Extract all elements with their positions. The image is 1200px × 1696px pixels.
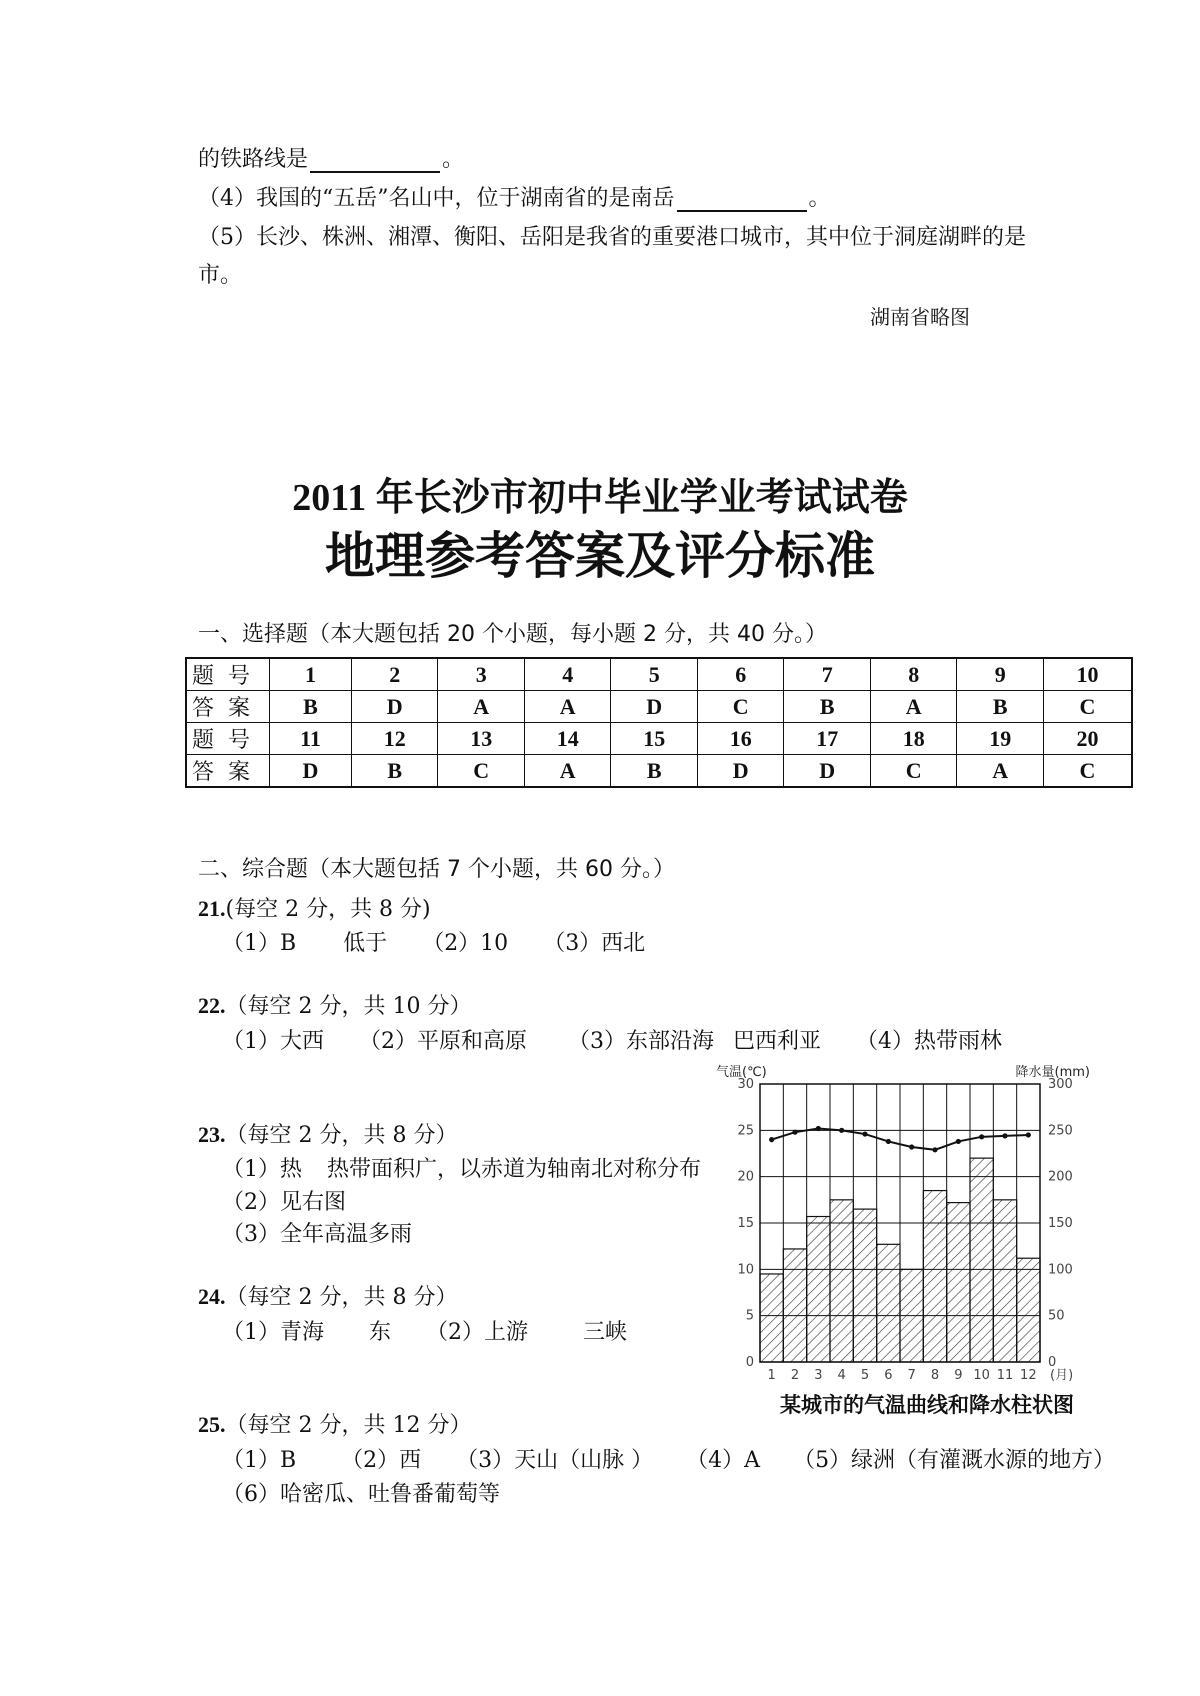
question-number: 10 bbox=[1043, 658, 1132, 691]
x-tick-label: 4 bbox=[837, 1368, 846, 1383]
precipitation-bar bbox=[877, 1244, 900, 1362]
answer-cell: A bbox=[870, 691, 957, 723]
precipitation-bar bbox=[830, 1200, 853, 1362]
table-row bbox=[186, 755, 1132, 788]
question-number: 17 bbox=[784, 723, 871, 755]
precipitation-bar bbox=[947, 1203, 970, 1362]
q22-header: 22.（每空 2 分，共 10 分） bbox=[198, 993, 472, 1019]
q23-answer-1: （1）热 热带面积广，以赤道为轴南北对称分布 bbox=[222, 1157, 702, 1182]
question-number: 4 bbox=[524, 658, 611, 691]
temperature-point bbox=[909, 1144, 914, 1149]
question-number: 15 bbox=[611, 723, 698, 755]
temperature-point bbox=[769, 1137, 774, 1142]
question-number: 14 bbox=[524, 723, 611, 755]
top-line-3: （5）长沙、株洲、湘潭、衡阳、岳阳是我省的重要港口城市，其中位于洞庭湖畔的是 bbox=[198, 225, 1026, 250]
y-tick-label-right: 0 bbox=[1048, 1355, 1057, 1370]
answer-cell: B bbox=[957, 691, 1044, 723]
map-caption: 湖南省略图 bbox=[870, 305, 970, 329]
precipitation-bar bbox=[993, 1200, 1016, 1362]
precipitation-bar bbox=[853, 1209, 876, 1362]
answer-blank bbox=[310, 149, 440, 173]
x-tick-label: 10 bbox=[973, 1368, 990, 1383]
row-label: 答案 bbox=[186, 755, 270, 788]
x-tick-label: 6 bbox=[884, 1368, 893, 1383]
q23-answer-2: （2）见右图 bbox=[222, 1190, 346, 1215]
temperature-point bbox=[932, 1147, 937, 1152]
q21-answers: （1）B 低于 （2）10 （3）西北 bbox=[222, 931, 646, 956]
y-tick-label-right: 200 bbox=[1048, 1169, 1073, 1185]
question-number: 2 bbox=[351, 658, 438, 691]
exam-title: 2011 年长沙市初中毕业学业考试试卷 bbox=[292, 477, 908, 519]
precipitation-bar bbox=[807, 1217, 830, 1362]
precipitation-bar bbox=[923, 1191, 946, 1362]
question-number: 13 bbox=[438, 723, 525, 755]
temperature-point bbox=[1002, 1133, 1007, 1138]
x-tick-label: 9 bbox=[954, 1368, 963, 1383]
question-number: 6 bbox=[697, 658, 784, 691]
y-axis-label-right: 降水量(mm) bbox=[1015, 1065, 1090, 1080]
temperature-point bbox=[839, 1128, 844, 1133]
q22-answers: （1）大西 （2）平原和高原 （3）东部沿海 巴西利亚 （4）热带雨林 bbox=[222, 1029, 1003, 1054]
answer-cell: C bbox=[1043, 691, 1132, 723]
question-number: 5 bbox=[611, 658, 698, 691]
q25-answer-6: （6）哈密瓜、吐鲁番葡萄等 bbox=[222, 1482, 500, 1507]
answer-cell: D bbox=[784, 755, 871, 788]
section2-heading: 二、综合题（本大题包括 7 个小题，共 60 分。） bbox=[198, 857, 675, 882]
table-row bbox=[186, 658, 1132, 691]
answer-cell: D bbox=[611, 691, 698, 723]
temperature-point bbox=[956, 1139, 961, 1144]
q21-header: 21.(每空 2 分，共 8 分) bbox=[198, 896, 431, 922]
q23-answer-3: （3）全年高温多雨 bbox=[222, 1222, 412, 1247]
top-line-1: 的铁路线是 。 bbox=[198, 147, 465, 172]
answer-cell: B bbox=[270, 691, 352, 723]
question-number: 16 bbox=[697, 723, 784, 755]
answer-blank bbox=[677, 188, 807, 212]
x-tick-label: 5 bbox=[860, 1368, 870, 1383]
answer-cell: C bbox=[1043, 755, 1132, 788]
question-number: 1 bbox=[270, 658, 352, 691]
q25-answers: （1）B （2）西 （3）天山（山脉 ） （4）A （5）绿洲（有灌溉水源的地方） bbox=[222, 1448, 1116, 1473]
question-number: 12 bbox=[351, 723, 438, 755]
temperature-point bbox=[792, 1130, 797, 1135]
row-label: 题号 bbox=[186, 658, 270, 691]
answer-cell: B bbox=[784, 691, 871, 723]
y-tick-label-left: 0 bbox=[745, 1355, 754, 1370]
question-number: 9 bbox=[957, 658, 1044, 691]
precipitation-bar bbox=[970, 1158, 993, 1362]
q25-header: 25.（每空 2 分，共 12 分） bbox=[198, 1412, 472, 1438]
precipitation-bar bbox=[760, 1274, 783, 1362]
y-tick-label-right: 300 bbox=[1048, 1077, 1073, 1092]
answer-cell: C bbox=[870, 755, 957, 788]
y-tick-label-right: 100 bbox=[1048, 1262, 1073, 1278]
q24-header: 24.（每空 2 分，共 8 分） bbox=[198, 1284, 458, 1310]
x-tick-label: 1 bbox=[767, 1368, 776, 1383]
precipitation-bar bbox=[1017, 1258, 1040, 1362]
x-tick-label: 2 bbox=[790, 1368, 800, 1383]
answer-cell: A bbox=[438, 691, 525, 723]
y-tick-label-left: 25 bbox=[737, 1123, 754, 1139]
q23-header: 23.（每空 2 分，共 8 分） bbox=[198, 1122, 458, 1148]
y-axis-label-left: 气温(℃) bbox=[716, 1065, 767, 1080]
y-tick-label-left: 5 bbox=[745, 1308, 754, 1324]
x-tick-label: 8 bbox=[930, 1368, 940, 1383]
x-tick-label: 3 bbox=[814, 1368, 823, 1383]
y-tick-label-left: 15 bbox=[737, 1216, 754, 1231]
chart-title: 某城市的气温曲线和降水柱状图 bbox=[780, 1392, 1074, 1417]
section1-heading: 一、选择题（本大题包括 20 个小题，每小题 2 分，共 40 分。） bbox=[198, 622, 827, 647]
answer-cell: B bbox=[611, 755, 698, 788]
answer-cell: B bbox=[351, 755, 438, 788]
top-line-4: 市。 bbox=[198, 263, 243, 288]
precipitation-bar bbox=[783, 1249, 806, 1362]
answer-cell: A bbox=[957, 755, 1044, 788]
temperature-point bbox=[979, 1134, 984, 1139]
y-tick-label-left: 20 bbox=[737, 1169, 754, 1185]
x-axis-unit: (月) bbox=[1050, 1368, 1074, 1383]
x-tick-label: 12 bbox=[1020, 1368, 1037, 1383]
answer-cell: A bbox=[524, 691, 611, 723]
answer-cell: C bbox=[697, 691, 784, 723]
y-tick-label-left: 30 bbox=[737, 1077, 754, 1092]
answer-key-title: 地理参考答案及评分标准 bbox=[325, 527, 875, 585]
y-tick-label-right: 50 bbox=[1048, 1308, 1065, 1324]
question-number: 8 bbox=[870, 658, 957, 691]
answer-cell: D bbox=[351, 691, 438, 723]
answer-cell: A bbox=[524, 755, 611, 788]
x-tick-label: 11 bbox=[996, 1368, 1014, 1383]
question-number: 11 bbox=[270, 723, 352, 755]
y-tick-label-left: 10 bbox=[737, 1262, 754, 1278]
row-label: 答案 bbox=[186, 691, 270, 723]
table-row bbox=[186, 691, 1132, 723]
question-number: 7 bbox=[784, 658, 871, 691]
temperature-point bbox=[862, 1131, 867, 1136]
y-tick-label-right: 150 bbox=[1048, 1216, 1073, 1231]
x-tick-label: 7 bbox=[907, 1368, 916, 1383]
y-tick-label-right: 250 bbox=[1048, 1123, 1073, 1139]
question-number: 18 bbox=[870, 723, 957, 755]
answer-cell: C bbox=[438, 755, 525, 788]
temperature-point bbox=[1026, 1132, 1031, 1137]
q24-answers: （1）青海 东 （2）上游 三峡 bbox=[222, 1320, 628, 1345]
temperature-point bbox=[886, 1139, 891, 1144]
question-number: 20 bbox=[1043, 723, 1132, 755]
table-row bbox=[186, 723, 1132, 755]
answer-table bbox=[185, 657, 1133, 788]
answer-cell: D bbox=[697, 755, 784, 788]
row-label: 题号 bbox=[186, 723, 270, 755]
top-line-2: （4）我国的“五岳”名山中，位于湖南省的是南岳 。 bbox=[198, 186, 831, 211]
question-number: 3 bbox=[438, 658, 525, 691]
temperature-point bbox=[816, 1126, 821, 1131]
question-number: 19 bbox=[957, 723, 1044, 755]
climate-chart bbox=[714, 1062, 1164, 1392]
answer-cell: D bbox=[270, 755, 352, 788]
